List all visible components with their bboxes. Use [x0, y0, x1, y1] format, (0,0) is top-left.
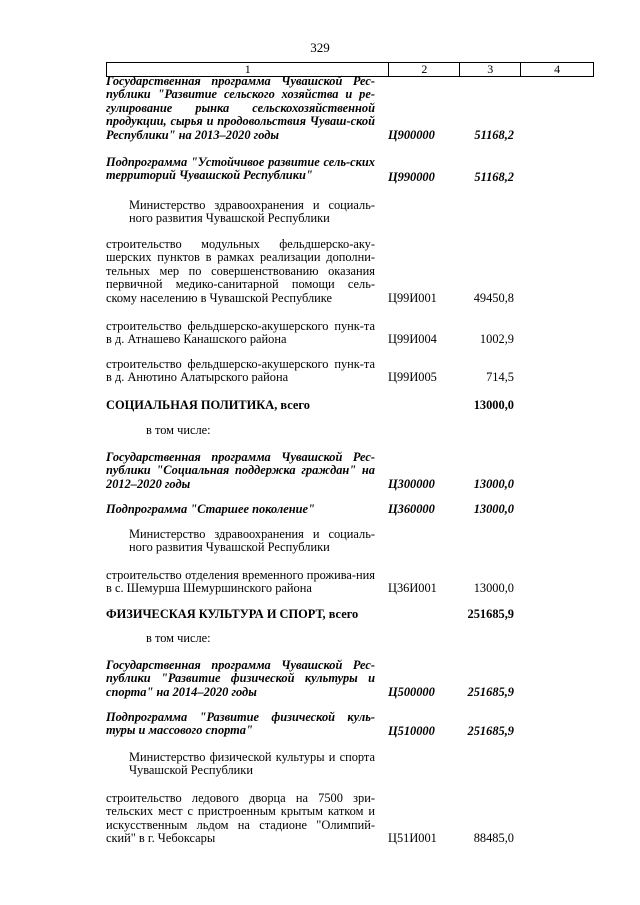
row-value: 88485,0 [473, 831, 514, 845]
row-value: 49450,8 [473, 291, 514, 305]
row-text: строительство модульных фельдшерско-аку-шерских пунктов в рамках реализации дополни-тельных мер по совершенствованию оказания первичной медико-санитарной помощи сель-скому населению в Чувашской Республике [106, 237, 375, 305]
row-text: строительство ледового дворца на 7500 зри-тельских мест с пристроенным крытым катком и искусственным льдом на стадионе "Олимпий-ский" в г. Чебоксары [106, 791, 375, 846]
row-value: 13000,0 [473, 502, 514, 516]
row-text: Подпрограмма "Старшее поколение" [106, 502, 315, 516]
row-text: строительство отделения временного прожива-ния в с. Шемурша Шемуршинского района [106, 568, 375, 596]
row-text: в том числе: [146, 631, 211, 645]
row-code: Ц99И004 [388, 332, 437, 346]
row-code: Ц360000 [388, 502, 435, 516]
header-col-4: 4 [520, 63, 593, 76]
page-number: 329 [310, 40, 330, 55]
row-text: Министерство здравоохранения и социаль-ного развития Чувашской Республики [129, 527, 375, 555]
row-text: в том числе: [146, 423, 211, 437]
row-text: Подпрограмма "Развитие физической куль-туры и массового спорта" [106, 710, 375, 738]
row-text: Министерство здравоохранения и социаль-ного развития Чувашской Республики [129, 198, 375, 226]
header-col-3: 3 [459, 63, 520, 76]
row-code: Ц500000 [388, 685, 435, 699]
row-text: ФИЗИЧЕСКАЯ КУЛЬТУРА И СПОРТ, всего [106, 607, 359, 621]
row-code: Ц36И001 [388, 581, 437, 595]
row-code: Ц990000 [388, 170, 435, 184]
row-value: 51168,2 [474, 170, 514, 184]
row-value: 1002,9 [479, 332, 514, 346]
row-text: строительство фельдшерско-акушерского пунк-та в д. Атнашево Канашского района [106, 319, 375, 347]
row-value: 251685,9 [467, 607, 514, 621]
row-code: Ц51И001 [388, 831, 437, 845]
header-col-2: 2 [388, 63, 459, 76]
row-code: Ц510000 [388, 724, 435, 738]
row-code: Ц99И005 [388, 370, 437, 384]
row-value: 51168,2 [474, 128, 514, 142]
row-text: СОЦИАЛЬНАЯ ПОЛИТИКА, всего [106, 398, 310, 412]
row-code: Ц99И001 [388, 291, 437, 305]
row-text: Государственная программа Чувашской Рес-публики "Развитие физической культуры и спорта" на 2014–2020 годы [106, 658, 375, 699]
row-value: 251685,9 [467, 685, 514, 699]
row-text: Государственная программа Чувашской Рес-публики "Социальная поддержка граждан" на 2012–2020 годы [106, 450, 375, 491]
row-code: Ц900000 [388, 128, 435, 142]
row-value: 714,5 [486, 370, 514, 384]
header-col-1: 1 [244, 62, 251, 76]
row-value: 251685,9 [467, 724, 514, 738]
row-text: Государственная программа Чувашской Рес-публики "Развитие сельского хозяйства и ре-гулирование рынка сельскохозяйственной продукции, сырья и продовольствия Чуваш-ской Республики" на 2013–2020 годы [106, 74, 375, 142]
row-code: Ц300000 [388, 477, 435, 491]
row-value: 13000,0 [473, 581, 514, 595]
row-text: строительство фельдшерско-акушерского пунк-та в д. Анютино Алатырского района [106, 357, 375, 385]
row-text: Министерство физической культуры и спорта Чувашской Республики [129, 750, 375, 778]
row-value: 13000,0 [473, 398, 514, 412]
row-value: 13000,0 [473, 477, 514, 491]
row-text: Подпрограмма "Устойчивое развитие сель-ских территорий Чувашской Республики" [106, 155, 375, 183]
